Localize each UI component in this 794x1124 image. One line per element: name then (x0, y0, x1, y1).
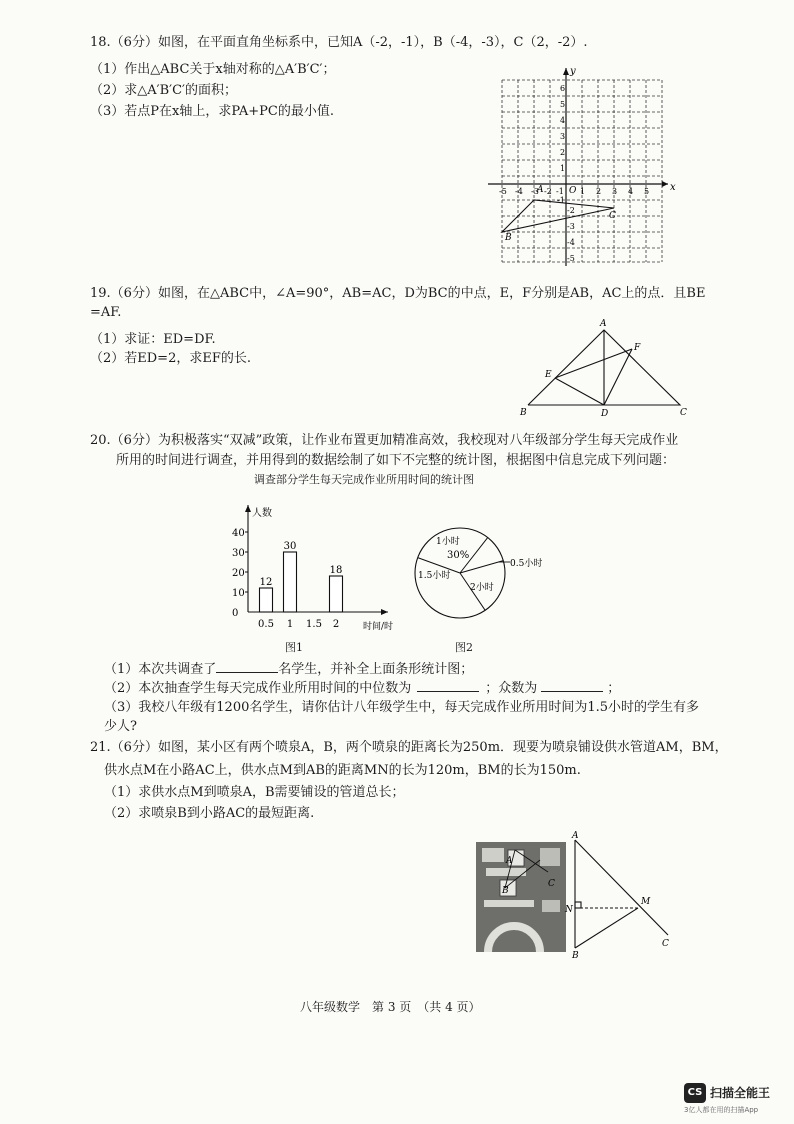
bar-x-tick-label: 1.5 (306, 619, 322, 630)
q20-stem-line2: 所用的时间进行调查，并用得到的数据绘制了如下不完整的统计图，根据图中信息完成下列问题： (116, 453, 676, 468)
y-tick: 3 (560, 132, 566, 141)
fig21-label-a: A (572, 831, 579, 841)
point-a-label: A (537, 185, 544, 195)
bar-y-tick-label: 10 (232, 588, 245, 599)
q20-bar-chart (228, 500, 408, 640)
y-tick: 2 (560, 148, 566, 157)
x-tick: 1 (580, 187, 586, 196)
x-tick: -1 (556, 187, 564, 196)
fig21-label-b: B (572, 951, 579, 958)
bar-y-tick-label: 20 (232, 568, 245, 579)
y-tick: -2 (567, 206, 575, 215)
page-footer: 八年级数学 第 3 页 （共 4 页） (300, 1000, 481, 1014)
scanner-app-badge (684, 1083, 788, 1119)
fig21-label-m: M (641, 897, 651, 907)
q21-part2: （2）求喷泉B到小路AC的最短距离. (104, 806, 315, 821)
photo-label-c: C (548, 879, 555, 889)
fig1-caption: 图1 (285, 641, 303, 654)
bar-data-label: 18 (329, 565, 343, 576)
bar-y-tick-label: 30 (232, 548, 245, 559)
x-tick: -4 (515, 187, 523, 196)
bar-x-tick-label: 0.5 (258, 619, 274, 630)
bar-chart-xlabel: 时间/时 (363, 622, 394, 632)
q20-part3-line2: 少人? (104, 719, 137, 734)
fig19-label-a: A (600, 319, 607, 329)
x-tick: -3 (531, 187, 539, 196)
q20-p2-text-c: ； (607, 681, 621, 696)
q18-part1: （1）作出△ABC关于x轴对称的△A′B′C′； (90, 62, 336, 77)
q20-stem-line1: 20.（6分）为积极落实“双减”政策，让作业布置更加精准高效，我校现对八年级部分学生每天完成作业 (90, 433, 679, 448)
q20-part2 (104, 680, 620, 698)
scanner-app-name: 扫描全能王 (710, 1086, 771, 1100)
y-tick: -3 (567, 222, 575, 231)
q20-pie-chart (408, 520, 568, 630)
fig2-caption: 图2 (455, 641, 473, 654)
fig21-label-c: C (662, 939, 669, 949)
y-tick: 5 (560, 100, 566, 109)
cs-logo-icon: CS (684, 1083, 706, 1103)
fig19-label-d: D (601, 409, 609, 419)
q21-fountain-figure (470, 828, 690, 958)
q21-stem-line1: 21.（6分）如图，某小区有两个喷泉A，B，两个喷泉的距离长为250m．现要为喷泉铺设供水管道AM，BM， (90, 740, 728, 755)
pie-label-0.5h: 0.5小时 (510, 559, 543, 569)
point-c-label: C (609, 211, 616, 221)
q20-p1-text-a: （1）本次共调查了 (104, 662, 217, 677)
bar-0.5 (260, 588, 273, 612)
x-tick: -5 (499, 187, 507, 196)
pie-annotation-30pct: 30% (447, 550, 470, 561)
x-tick: 5 (644, 187, 650, 196)
q19-stem-line1: 19.（6分）如图，在△ABC中，∠A=90°，AB=AC，D为BC的中点，E，F分别是AB，AC上的点．且BE (90, 286, 706, 301)
q18-stem: 18.（6分）如图，在平面直角坐标系中，已知A（-2，-1），B（-4，-3），C（2，-2）. (90, 35, 588, 50)
photo-label-a: A (506, 856, 513, 866)
q20-p2-text-a: （2）本次抽查学生每天完成作业所用时间的中位数为 (104, 681, 412, 696)
q20-chart-title: 调查部分学生每天完成作业所用时间的统计图 (254, 473, 474, 486)
q20-p1-answer-blank[interactable] (216, 672, 278, 673)
x-tick: -2 (544, 187, 552, 196)
bar-y-tick-label: 0 (232, 608, 239, 619)
q19-triangle-figure (510, 312, 700, 422)
pie-slice-divider (460, 561, 503, 573)
q18-coordinate-grid (484, 62, 680, 272)
pie-label-2h: 2小时 (470, 583, 494, 593)
fig19-label-e: E (545, 370, 552, 380)
origin-label: O (569, 186, 577, 196)
q20-part3-line1: （3）我校八年级有1200名学生，请你估计八年级学生中，每天完成作业所用时间为1.5小时的学生有多 (104, 700, 700, 715)
bar-x-tick-label: 2 (332, 619, 340, 630)
bar-y-tick-label: 40 (232, 528, 245, 539)
x-tick: 2 (596, 187, 602, 196)
q19-stem-line2: =AF. (90, 305, 122, 320)
q20-p1-text-b: 名学生，并补全上面条形统计图； (278, 662, 474, 677)
pie-label-1h: 1小时 (436, 537, 460, 547)
bar-data-label: 30 (283, 541, 297, 552)
bar-chart-ylabel: 人数 (252, 508, 272, 519)
y-tick: -4 (567, 238, 575, 247)
x-tick: 3 (612, 187, 618, 196)
q20-part1 (104, 661, 473, 679)
q21-part1: （1）求供水点M到喷泉A，B需要铺设的管道总长； (104, 785, 405, 800)
q18-part2: （2）求△A′B′C′的面积； (90, 83, 238, 98)
bar-data-label: 12 (259, 577, 273, 588)
pie-label-1.5h: 1.5小时 (418, 571, 451, 581)
y-axis-label: y (570, 66, 576, 77)
y-tick: 4 (560, 116, 566, 125)
q19-part2: （2）若ED=2，求EF的长. (90, 351, 251, 366)
q18-part3: （3）若点P在x轴上，求PA+PC的最小值. (90, 104, 335, 119)
community-map-photo (476, 842, 566, 952)
x-axis-label: x (670, 182, 676, 193)
fig19-label-b: B (520, 408, 527, 418)
q20-p2-text-b: ；众数为 (485, 681, 538, 696)
q20-mode-blank[interactable] (541, 691, 603, 692)
bar-2 (330, 576, 343, 612)
grid-lines (502, 80, 662, 262)
fig19-label-f: F (634, 343, 641, 353)
y-tick: 6 (560, 84, 566, 93)
y-tick: -5 (567, 254, 575, 263)
fig21-label-n: N (565, 905, 573, 915)
q20-median-blank[interactable] (417, 691, 479, 692)
bar-x-tick-label: 1 (286, 619, 294, 630)
scanner-app-tagline: 3亿人都在用的扫描App (684, 1106, 759, 1114)
point-b-label: B (505, 233, 512, 243)
x-tick: 4 (628, 187, 634, 196)
bar-1 (284, 552, 297, 612)
y-tick: -1 (557, 196, 565, 205)
q19-part1: （1）求证：ED=DF. (90, 332, 216, 347)
photo-label-b: B (502, 886, 509, 896)
fig19-label-c: C (680, 408, 687, 418)
q21-stem-line2: 供水点M在小路AC上，供水点M到AB的距离MN的长为120m，BM的长为150m. (104, 763, 581, 778)
y-tick: 1 (560, 164, 566, 173)
